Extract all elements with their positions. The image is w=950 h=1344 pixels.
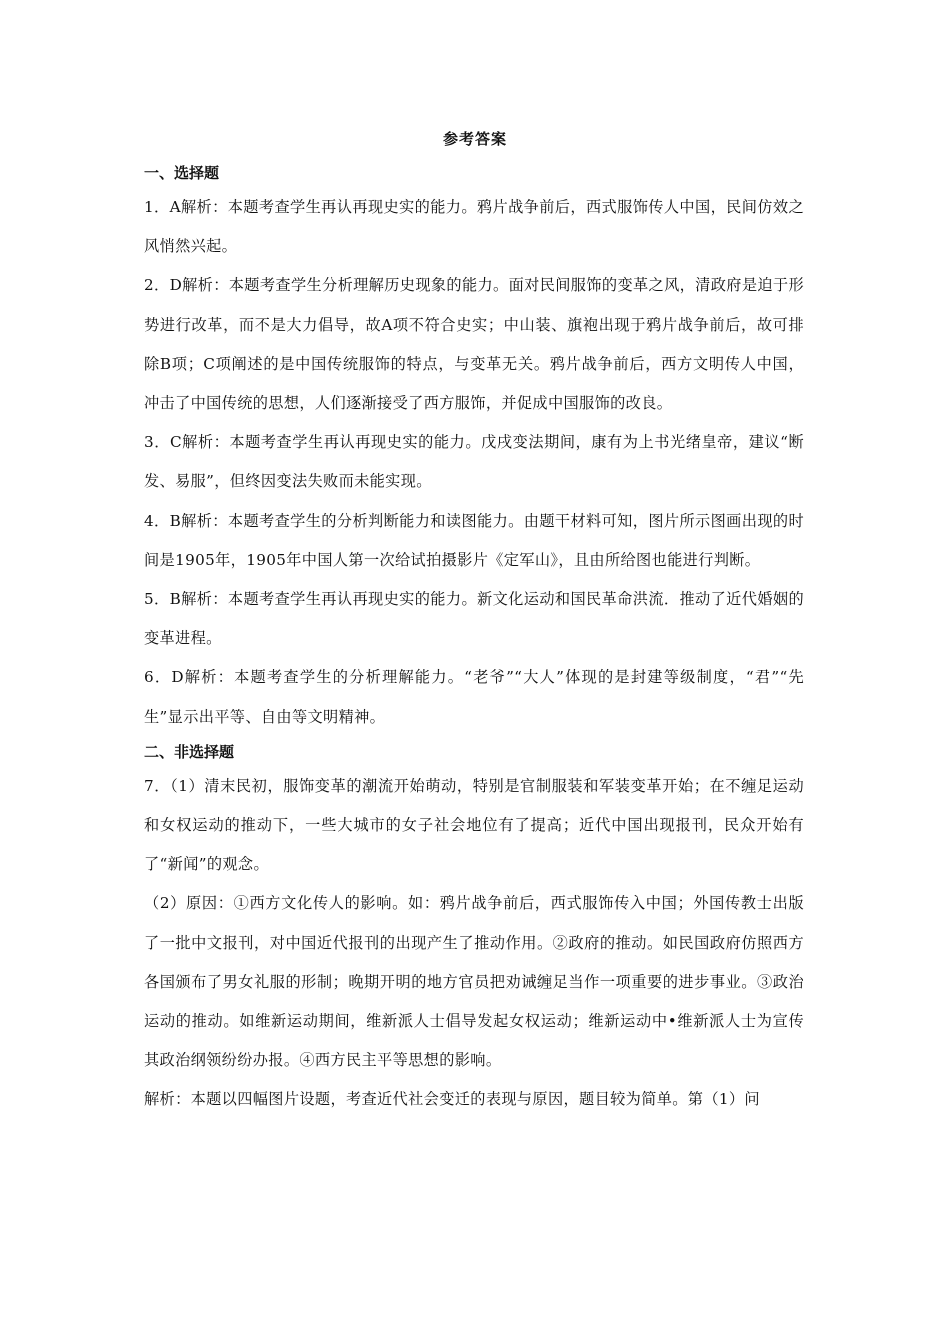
document-body [144,158,804,1120]
answer-4: 4．B解析：本题考查学生的分析判断能力和读图能力。由题干材料可知，图片所示图画出现的时间是1905年，1905年中国人第一次给试拍摄影片《定军山》，且由所给图也能进行判断。 [144,511,804,569]
section-heading-nonchoice: 二、非选择题 [144,742,235,761]
answer-7-part-1: 7．（1）清末民初，服饰变革的潮流开始萌动，特别是官制服装和军装变革开始；在不缠足运动和女权运动的推动下，一些大城市的女子社会地位有了提高；近代中国出现报刊，民众开始有了“新闻”的观念。 [144,776,804,874]
answer-6: 6．D解析：本题考查学生的分析理解能力。“老爷”“大人”体现的是封建等级制度，“君”“先生”显示出平等、自由等文明精神。 [144,668,804,726]
answer-1: 1．A解析：本题考查学生再认再现史实的能力。鸦片战争前后，西式服饰传人中国，民间仿效之风悄然兴起。 [144,198,804,256]
answer-2: 2．D解析：本题考查学生分析理解历史现象的能力。面对民间服饰的变革之风，清政府是迫于形势进行改革，而不是大力倡导，故A项不符合史实；中山装、旗袍出现于鸦片战争前后，故可排除B项；C项阐述的是中国传统服饰的特点，与变革无关。鸦片战争前后，西方文明传人中国，冲击了中国传统的思想，人们逐渐接受了西方服饰，并促成中国服饰的改良。 [144,276,804,413]
answer-5: 5．B解析：本题考查学生再认再现史实的能力。新文化运动和国民革命洪流．推动了近代婚姻的变革进程。 [144,590,804,648]
analysis-paragraph: 解析：本题以四幅图片设题，考查近代社会变迁的表现与原因，题目较为简单。第（1）问 [144,1090,760,1109]
answer-7-part-2: （2）原因：①西方文化传人的影响。如：鸦片战争前后，西式服饰传入中国；外国传教士出版了一批中文报刊，对中国近代报刊的出现产生了推动作用。②政府的推动。如民国政府仿照西方各国颁布了男女礼服的形制；晚期开明的地方官员把劝诫缠足当作一项重要的进步事业。③政治运动的推动。如维新运动期间，维新派人士倡导发起女权运动；维新运动中•维新派人士为宣传其政治纲领纷纷办报。④西方民主平等思想的影响。 [144,894,804,1070]
page-title: 参考答案 [442,130,507,148]
section-heading-choice: 一、选择题 [144,164,220,182]
answer-3: 3．C解析：本题考查学生再认再现史实的能力。戊戌变法期间，康有为上书光绪皇帝，建议“断发、易服”，但终因变法失败而未能实现。 [144,433,804,491]
